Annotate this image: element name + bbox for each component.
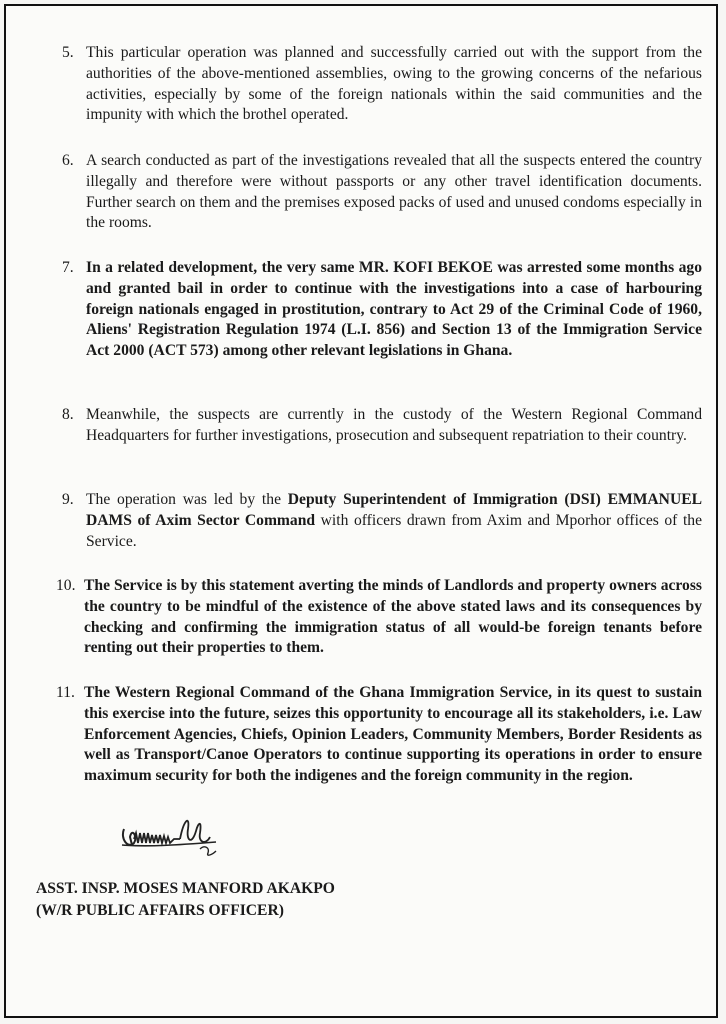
paragraph-6 [62,151,702,234]
paragraph-text [86,43,702,126]
text-segment: with officers drawn from Axim and Mporhor offices of the Service. [86,511,703,550]
paragraph-7 [62,258,702,362]
text-segment: Meanwhile, the suspects are currently in the custody of the Western Regional Command Headquarters for further investigations, prosecution and subsequent repatriation to their country. [86,406,702,444]
paragraph-number: 10. [56,577,76,594]
paragraph-number: 7. [62,259,74,276]
paragraph-text [84,683,702,787]
bold-text-segment: The Western Regional Command of the Ghana Immigration Service, in its quest to sustain this exercise into the future, seizes this opportunity to encourage all its stakeholders, i.e. Law Enforcement Agencies, Chiefs, Opinion Leaders, Community Members, Border Residents as well as Transport/Canoe Operators to continue supporting its operations in order to ensure maximum security for both the indigenes and the foreign community in the region. [84,684,702,785]
paragraph-text [86,258,702,362]
text-segment: The operation was led by the [86,491,288,508]
paragraph-5 [62,43,702,126]
paragraph-number: 11. [56,684,75,701]
handwritten-signature [118,809,228,861]
paragraph-text [86,405,702,447]
text-segment: This particular operation was planned and successfully carried out with the support from the authorities of the above-mentioned assemblies, owing to the growing concerns of the nefarious activities, especially by some of the foreign nationals within the said communities and the impunity with which the brothel operated. [86,44,702,124]
paragraph-number: 9. [62,491,74,508]
paragraph-number: 5. [62,44,74,61]
paragraph-text [84,576,702,659]
paragraph-text [86,151,702,234]
paragraph-11 [56,683,702,787]
bold-text-segment: The Service is by this statement averting the minds of Landlords and property owners across the country to be mindful of the existence of the above stated laws and its consequences by checking and confirming the immigration status of all would-be foreign tenants before renting out their properties to them. [84,577,702,657]
bold-text-segment: Deputy Superintendent of Immigration (DSI) EMMANUEL DAMS of Axim Sector Command [86,491,703,529]
signatory-title: (W/R PUBLIC AFFAIRS OFFICER) [36,902,284,919]
paragraph-number: 6. [62,152,74,169]
paragraph-10 [56,576,702,659]
document-page [4,4,718,1018]
paragraph-text [86,490,702,552]
signatory-name: ASST. INSP. MOSES MANFORD AKAKPO [36,880,335,897]
paragraph-9 [62,490,702,552]
paragraph-number: 8. [62,406,74,423]
bold-text-segment: In a related development, the very same MR. KOFI BEKOE was arrested some months ago and granted bail in order to continue with the investigations into a case of harbouring foreign nationals engaged in prostitution, contrary to Act 29 of the Criminal Code of 1960, Aliens' Registration Regulation 1974 (L.I. 856) and Section 13 of the Immigration Service Act 2000 (ACT 573) among other relevant legislations in Ghana. [86,259,702,360]
paragraph-8 [62,405,702,447]
text-segment: A search conducted as part of the investigations revealed that all the suspects entered the country illegally and therefore were without passports or any other travel identification documents. Further search on them and the premises exposed packs of used and unused condoms especially in the rooms. [86,152,702,232]
